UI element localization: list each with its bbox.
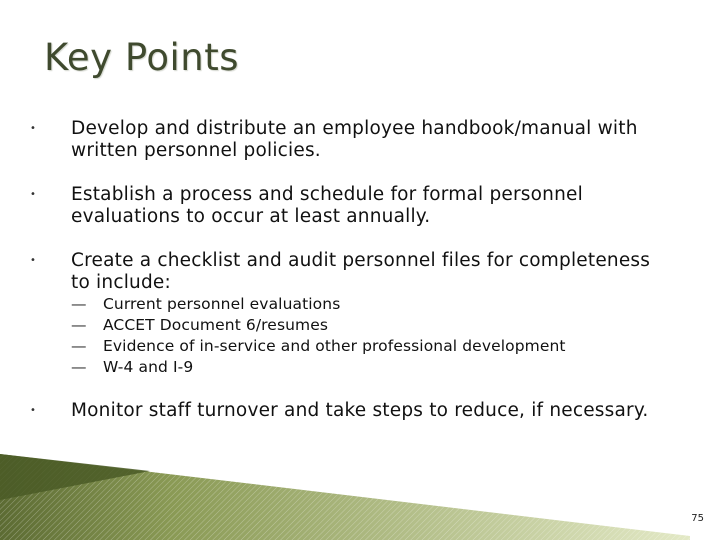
bullet-text: Monitor staff turnover and take steps to reduce, if necessary. bbox=[71, 400, 649, 421]
bullet-icon: • bbox=[30, 255, 37, 266]
sub-item-text: ACCET Document 6/resumes bbox=[103, 316, 329, 334]
bullet-icon: • bbox=[30, 405, 37, 416]
sub-item-text: Current personnel evaluations bbox=[103, 295, 341, 313]
sub-item-text: W-4 and I-9 bbox=[103, 358, 194, 376]
sub-item-text: Evidence of in-service and other professional development bbox=[103, 337, 566, 355]
bullet-icon: • bbox=[30, 123, 37, 134]
bullet-text: Develop and distribute an employee handbook/manual with written personnel policies. bbox=[71, 118, 638, 161]
bullet-text: Create a checklist and audit personnel files for completeness to include: bbox=[71, 250, 651, 293]
dash-icon: — bbox=[71, 358, 87, 376]
dash-icon: — bbox=[71, 316, 87, 334]
page-number: 75 bbox=[691, 513, 704, 524]
dash-icon: — bbox=[71, 337, 87, 355]
page-title: Key Points bbox=[44, 36, 239, 79]
bullet-text: Establish a process and schedule for formal personnel evaluations to occur at least annually. bbox=[71, 184, 583, 227]
bullet-icon: • bbox=[30, 189, 37, 200]
dash-icon: — bbox=[71, 295, 87, 313]
